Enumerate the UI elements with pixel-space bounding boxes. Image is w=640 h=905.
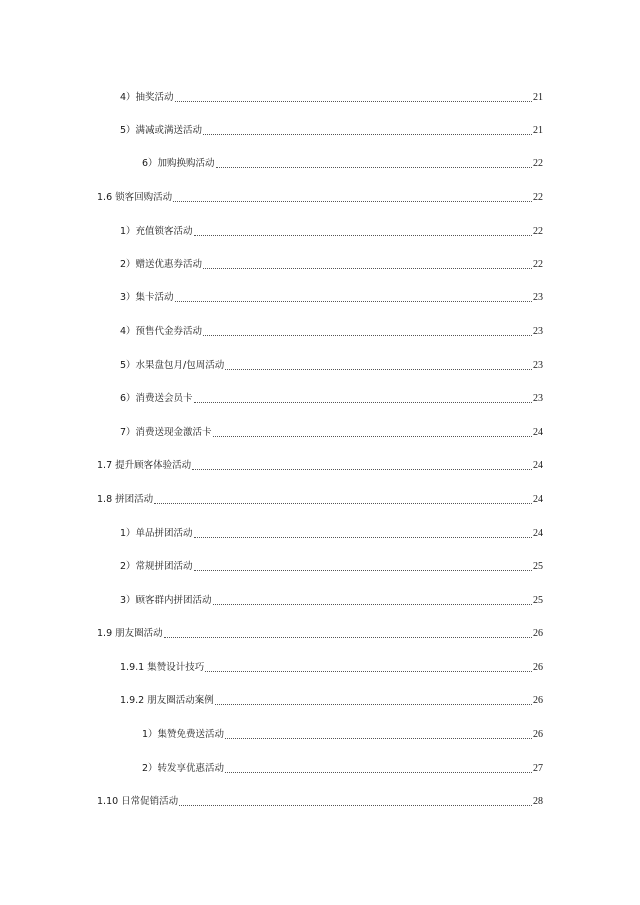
- toc-entry[interactable]: [120, 557, 543, 573]
- toc-entry[interactable]: [142, 725, 543, 741]
- toc-entry-page: 26: [533, 628, 543, 639]
- toc-leader-dots: [213, 436, 532, 437]
- toc-entry-page: 26: [533, 695, 543, 706]
- toc-entry[interactable]: [120, 356, 543, 372]
- toc-leader-dots: [179, 805, 532, 806]
- toc-entry-title: 3）集卡活动: [120, 292, 174, 303]
- toc-entry[interactable]: [120, 524, 543, 540]
- toc-entry[interactable]: [120, 288, 543, 304]
- toc-entry-title: 2）赠送优惠券活动: [120, 259, 203, 270]
- toc-entry-page: 22: [533, 259, 543, 270]
- toc-leader-dots: [194, 570, 532, 571]
- toc-entry-title: 1）单品拼团活动: [120, 528, 193, 539]
- toc-entry-page: 23: [533, 360, 543, 371]
- toc-leader-dots: [194, 402, 532, 403]
- toc-leader-dots: [173, 201, 532, 202]
- toc-leader-dots: [192, 469, 532, 470]
- toc-entry-page: 23: [533, 393, 543, 404]
- toc-entry[interactable]: [142, 154, 543, 170]
- toc-entry[interactable]: [120, 389, 543, 405]
- toc-leader-dots: [154, 503, 532, 504]
- toc-leader-dots: [225, 738, 532, 739]
- toc-leader-dots: [175, 101, 532, 102]
- toc-entry[interactable]: [120, 255, 543, 271]
- toc-entry-title: 5）满减或满送活动: [120, 125, 203, 136]
- toc-entry-page: 22: [533, 226, 543, 237]
- toc-entry-title: 4）抽奖活动: [120, 92, 174, 103]
- toc-entry-page: 24: [533, 528, 543, 539]
- toc-entry[interactable]: [120, 423, 543, 439]
- toc-entry-title: 6）加购换购活动: [142, 158, 215, 169]
- toc-entry[interactable]: [120, 121, 543, 137]
- toc-leader-dots: [205, 671, 532, 672]
- toc-entry-page: 27: [533, 763, 543, 774]
- toc-entry[interactable]: [97, 624, 543, 640]
- toc-entry-title: 2）常规拼团活动: [120, 561, 193, 572]
- toc-leader-dots: [215, 704, 532, 705]
- toc-leader-dots: [225, 369, 532, 370]
- toc-entry[interactable]: [97, 490, 543, 506]
- toc-entry[interactable]: [120, 88, 543, 104]
- toc-entry[interactable]: [120, 658, 543, 674]
- toc-entry-page: 25: [533, 561, 543, 572]
- toc-entry-title: 1.9 朋友圈活动: [97, 628, 163, 639]
- toc-entry-page: 23: [533, 326, 543, 337]
- toc-leader-dots: [194, 235, 532, 236]
- toc-entry-title: 5）水果盘包月/包周活动: [120, 360, 225, 371]
- toc-leader-dots: [216, 167, 532, 168]
- toc-entry-page: 26: [533, 729, 543, 740]
- toc-entry-title: 1.9.1 集赞设计技巧: [120, 662, 205, 673]
- toc-entry-title: 3）顾客群内拼团活动: [120, 595, 212, 606]
- toc-leader-dots: [203, 335, 532, 336]
- toc-leader-dots: [225, 772, 532, 773]
- toc-entry[interactable]: [142, 759, 543, 775]
- toc-entry[interactable]: [97, 792, 543, 808]
- toc-entry-title: 7）消费送现金激活卡: [120, 427, 212, 438]
- toc-entry-page: 21: [533, 92, 543, 103]
- toc-leader-dots: [164, 637, 532, 638]
- toc-entry[interactable]: [120, 222, 543, 238]
- toc-entry-title: 2）转发享优惠活动: [142, 763, 225, 774]
- toc-entry-page: 24: [533, 460, 543, 471]
- toc-entry-page: 24: [533, 427, 543, 438]
- toc-leader-dots: [175, 301, 532, 302]
- toc-entry-page: 21: [533, 125, 543, 136]
- toc-leader-dots: [213, 604, 532, 605]
- toc-entry-page: 24: [533, 494, 543, 505]
- toc-entry-title: 1.9.2 朋友圈活动案例: [120, 695, 214, 706]
- toc-entry-page: 25: [533, 595, 543, 606]
- toc-entry-page: 23: [533, 292, 543, 303]
- toc-entry[interactable]: [97, 456, 543, 472]
- toc-entry-title: 1.10 日常促销活动: [97, 796, 179, 807]
- toc-entry[interactable]: [97, 188, 543, 204]
- toc-entry-title: 1.7 提升顾客体验活动: [97, 460, 192, 471]
- toc-leader-dots: [203, 268, 532, 269]
- toc-entry[interactable]: [120, 322, 543, 338]
- toc-entry-title: 1.6 锁客回购活动: [97, 192, 173, 203]
- toc-entry-title: 1.8 拼团活动: [97, 494, 154, 505]
- toc-entry[interactable]: [120, 591, 543, 607]
- toc-entry-page: 28: [533, 796, 543, 807]
- toc-leader-dots: [203, 134, 532, 135]
- toc-entry-title: 1）集赞免费送活动: [142, 729, 225, 740]
- toc-leader-dots: [194, 537, 532, 538]
- toc-entry-title: 4）预售代金券活动: [120, 326, 203, 337]
- toc-entry-title: 6）消费送会员卡: [120, 393, 193, 404]
- toc-entry-page: 22: [533, 192, 543, 203]
- toc-entry-page: 26: [533, 662, 543, 673]
- toc-entry-page: 22: [533, 158, 543, 169]
- toc-entry[interactable]: [120, 691, 543, 707]
- toc-entry-title: 1）充值锁客活动: [120, 226, 193, 237]
